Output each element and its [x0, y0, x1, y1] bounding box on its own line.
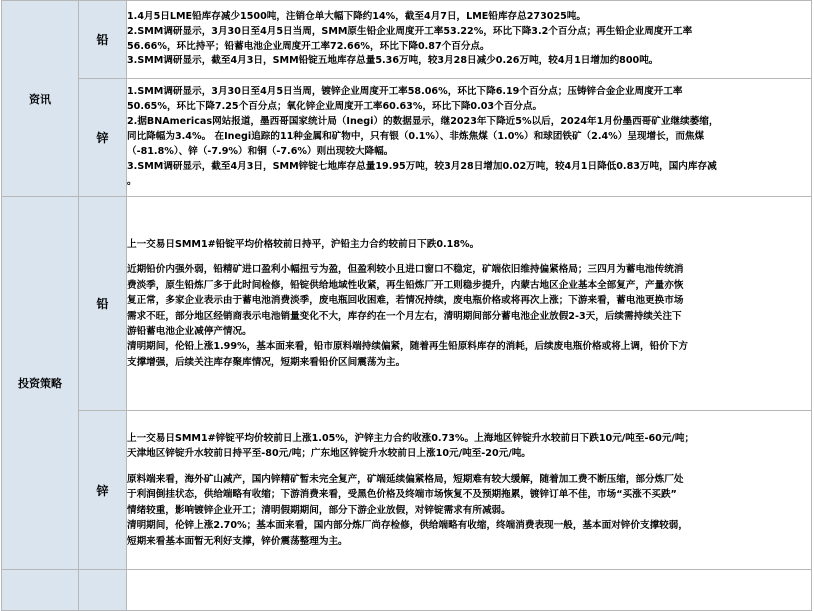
paragraph-gap [127, 462, 811, 472]
news-zinc-line: 3.SMM调研显示，截至4月3日，SMM锌锭七地库存总量19.95万吨，较3月28日增加0.02万吨，较4月1日降低0.83万吨，国内库存减 [127, 160, 717, 172]
strategy-zinc-summary-line: 天津地区锌锭升水较前日持平至-80元/吨；广东地区锌锭升水较前日上涨10元/吨至-20元/吨。 [127, 448, 531, 460]
strategy-lead-row [2, 197, 812, 411]
market-report-table [1, 0, 812, 611]
strategy-lead-line: 游铅蓄电池企业减停产情况。 [127, 325, 252, 337]
strategy-zinc-line: 清明期间，伦锌上涨2.70%；基本面来看，国内部分炼厂尚存检修，供给端略有收缩，终端消费表现一般，基本面对锌价支撑较弱， [127, 520, 688, 532]
strategy-lead-line: 近期铅价内强外弱，铅精矿进口盈利小幅扭亏为盈，但盈利较小且进口窗口不稳定，矿端依旧维持偏紧格局；三四月为蓄电池传统消 [127, 264, 684, 276]
strategy-lead-line: 清明期间，伦铅上涨1.99%，基本面来看，铅市原料端持续偏紧，随着再生铅原料库存的消耗，后续废电瓶价格或将上调，铅价下方 [127, 341, 688, 353]
next-section-content [127, 570, 812, 611]
news-lead-line: 56.66%，环比持平；铅蓄电池企业周度开工率72.66%，环比下降0.87个百分点。 [127, 40, 490, 52]
news-lead-line: 2.SMM调研显示，3月30日至4月5日当周，SMM原生铅企业周度开工率53.22%，环比下降3.2个百分点；再生铅企业周度开工率 [127, 25, 693, 37]
strategy-lead-line: 复正常，多家企业表示由于蓄电池消费淡季，废电瓶回收困难，若情况持续，废电瓶价格或将再次上涨；下游来看，蓄电池更换市场 [127, 295, 684, 307]
news-zinc-line: 。 [127, 175, 137, 187]
news-lead-content [127, 1, 812, 79]
news-zinc-label: 锌 [79, 79, 127, 197]
strategy-zinc-summary-line: 上一交易日SMM1#锌锭平均价较前日上涨1.05%，沪锌主力合约收涨0.73%。上海地区锌锭升水较前日下跌10元/吨至-60元/吨； [127, 433, 695, 445]
strategy-lead-line: 费淡季，原生铅炼厂多于此时间检修，铅锭供给地域性收紧，再生铅炼厂开工则稳步提升，内蒙古地区企业基本全部复产，产量亦恢 [127, 279, 684, 291]
strategy-zinc-label: 锌 [79, 411, 127, 570]
news-lead-label: 铅 [79, 1, 127, 79]
strategy-zinc-line: 原料端来看，海外矿山减产，国内锌精矿暂未完全复产，矿端延续偏紧格局，短期难有较大缓解，随着加工费不断压缩，部分炼厂处 [127, 473, 684, 485]
strategy-lead-content [127, 197, 812, 411]
news-zinc-line: 50.65%，环比下降7.25个百分点；氧化锌企业周度开工率60.63%，环比下降0.03个百分点。 [127, 101, 543, 113]
strategy-section-label: 投资策略 [2, 197, 79, 570]
news-zinc-line: 1.SMM调研显示，3月30日至4月5日当周，镀锌企业周度开工率58.06%，环比下降6.19个百分点；压铸锌合金企业周度开工率 [127, 86, 683, 98]
news-lead-line: 3.SMM调研显示，截至4月3日，SMM铅锭五地库存总量5.36万吨，较3月28日减少0.26万吨，较4月1日增加约800吨。 [127, 55, 659, 67]
strategy-lead-label: 铅 [79, 197, 127, 411]
next-section-row [2, 570, 812, 611]
strategy-zinc-line: 情绪较重，影响镀锌企业开工；清明假期期间，部分下游企业放假，对锌锭需求有所减弱。 [127, 504, 511, 516]
paragraph-gap [127, 252, 811, 262]
strategy-zinc-line: 短期来看基本面暂无利好支撑，锌价震荡整理为主。 [127, 535, 348, 547]
next-section-label [2, 570, 79, 611]
news-lead-row [2, 1, 812, 79]
next-section-metal [79, 570, 127, 611]
news-zinc-row [2, 79, 812, 197]
news-zinc-line: 2.据BNAmericas网站报道，墨西哥国家统计局（Inegi）的数据显示，继2023年下降近5%以后，2024年1月份墨西哥矿业继续萎缩， [127, 116, 719, 128]
news-section-label: 资讯 [2, 1, 79, 197]
news-zinc-line: （-81.8%）、锌（-7.9%）和铜（-7.6%）则出现较大降幅。 [127, 145, 394, 157]
strategy-zinc-content [127, 411, 812, 570]
news-lead-line: 1.4月5日LME铅库存减少1500吨，注销仓单大幅下降约14%，截至4月7日，LME铅库存总273025吨。 [127, 10, 586, 22]
strategy-zinc-line: 于利润倒挂状态，供给端略有收缩；下游消费来看，受黑色价格及终端市场恢复不及预期拖累，镀锌订单不佳，市场“买涨不买跌” [127, 489, 677, 501]
strategy-zinc-row [2, 411, 812, 570]
news-zinc-content [127, 79, 812, 197]
strategy-lead-line: 需求不旺，部分地区经销商表示电池销量变化不大，库存约在一个月左右，清明期间部分蓄电池企业放假2-3天，后续需持续关注下 [127, 310, 682, 322]
strategy-lead-summary: 上一交易日SMM1#铅锭平均价格较前日持平，沪铅主力合约较前日下跌0.18%。 [127, 238, 480, 250]
news-zinc-line: 同比降幅为3.4%。 在Inegi追踪的11种金属和矿物中，只有银（0.1%）、非炼焦煤（1.0%）和球团铁矿（2.4%）呈现增长，而焦煤 [127, 131, 705, 143]
strategy-lead-line: 支撑增强，后续关注库存聚库情况，短期来看铅价区间震荡为主。 [127, 356, 406, 368]
